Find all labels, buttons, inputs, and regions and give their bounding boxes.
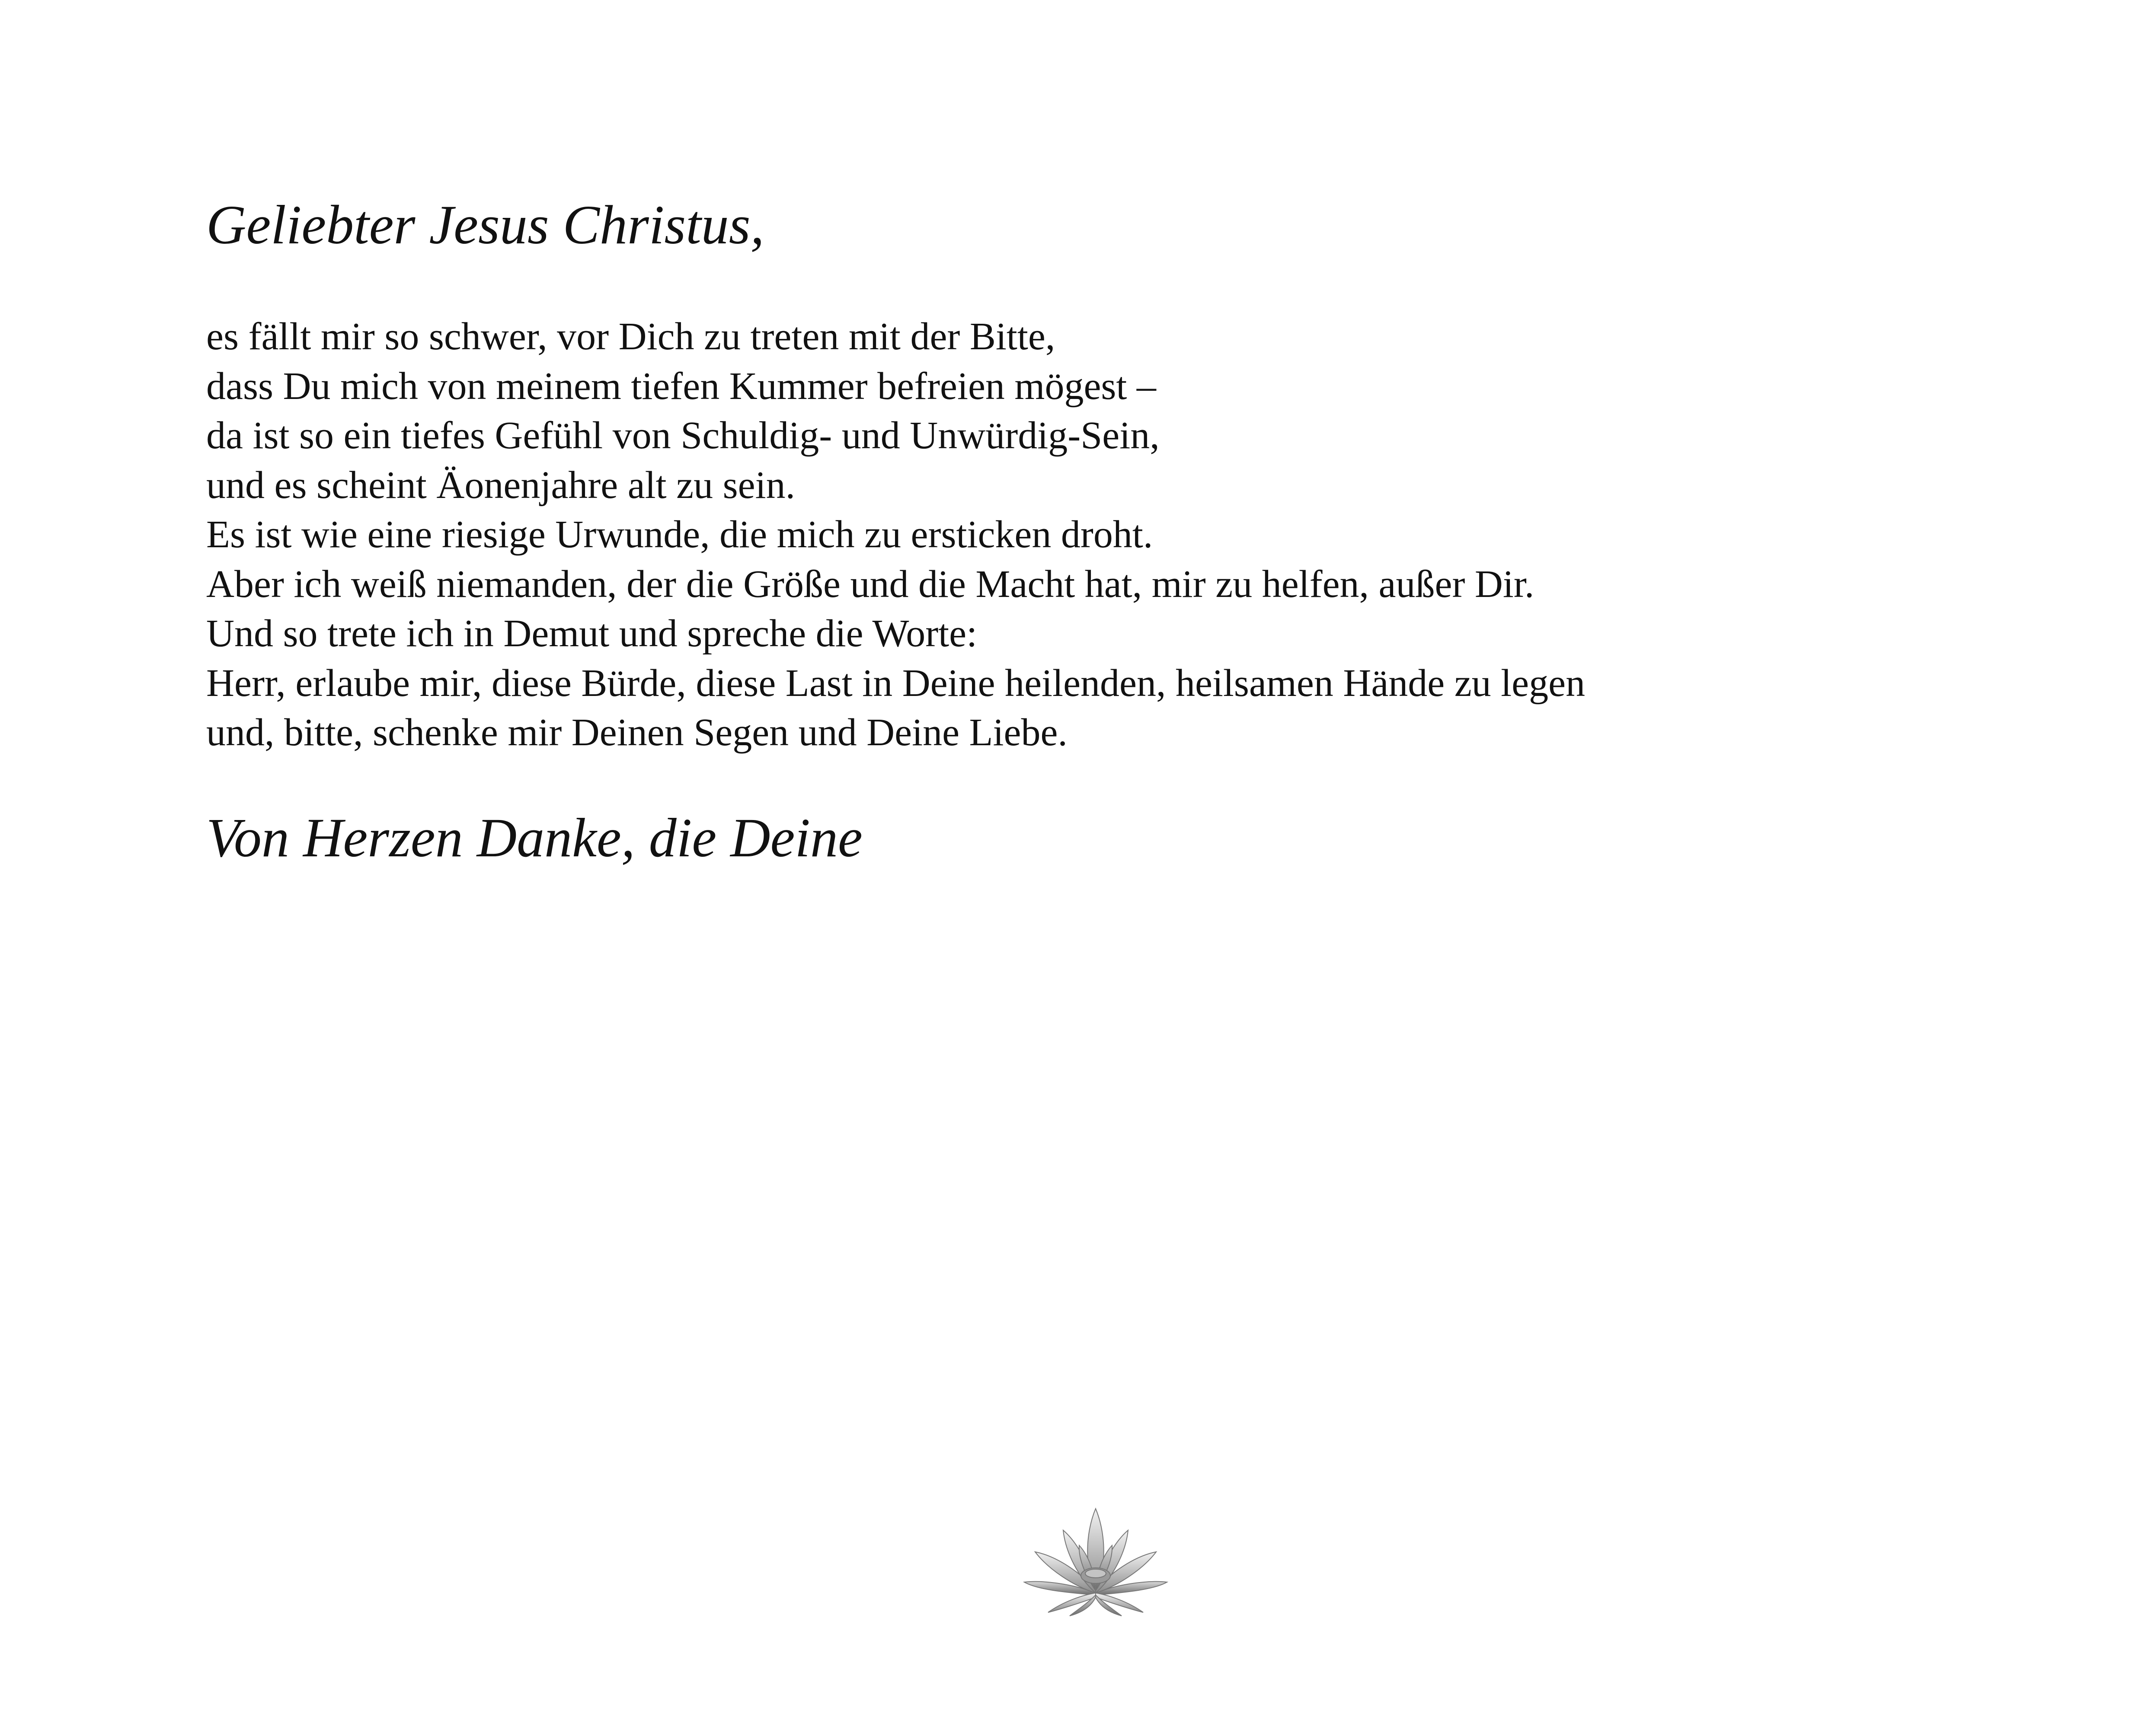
letter-line: da ist so ein tiefes Gefühl von Schuldig- und Unwürdig-Sein, bbox=[206, 414, 1160, 457]
letter-line: es fällt mir so schwer, vor Dich zu treten mit der Bitte, bbox=[206, 315, 1055, 358]
letter-closing: Von Herzen Danke, die Deine bbox=[206, 807, 863, 868]
letter-line: dass Du mich von meinem tiefen Kummer befreien mögest – bbox=[206, 364, 1156, 408]
letter-body bbox=[206, 312, 1585, 758]
letter-line: Es ist wie eine riesige Urwunde, die mich zu ersticken droht. bbox=[206, 513, 1153, 556]
letter-line: und es scheint Äonenjahre alt zu sein. bbox=[206, 463, 796, 507]
letter-line: Und so trete ich in Demut und spreche die Worte: bbox=[206, 612, 978, 655]
letter-line: Aber ich weiß niemanden, der die Größe und die Macht hat, mir zu helfen, außer Dir. bbox=[206, 562, 1534, 606]
lotus-flower-icon bbox=[1022, 1504, 1169, 1617]
letter-line: und, bitte, schenke mir Deinen Segen und Deine Liebe. bbox=[206, 711, 1068, 754]
letter-salutation: Geliebter Jesus Christus, bbox=[206, 194, 764, 255]
letter-line: Herr, erlaube mir, diese Bürde, diese Last in Deine heilenden, heilsamen Hände zu legen bbox=[206, 661, 1586, 705]
